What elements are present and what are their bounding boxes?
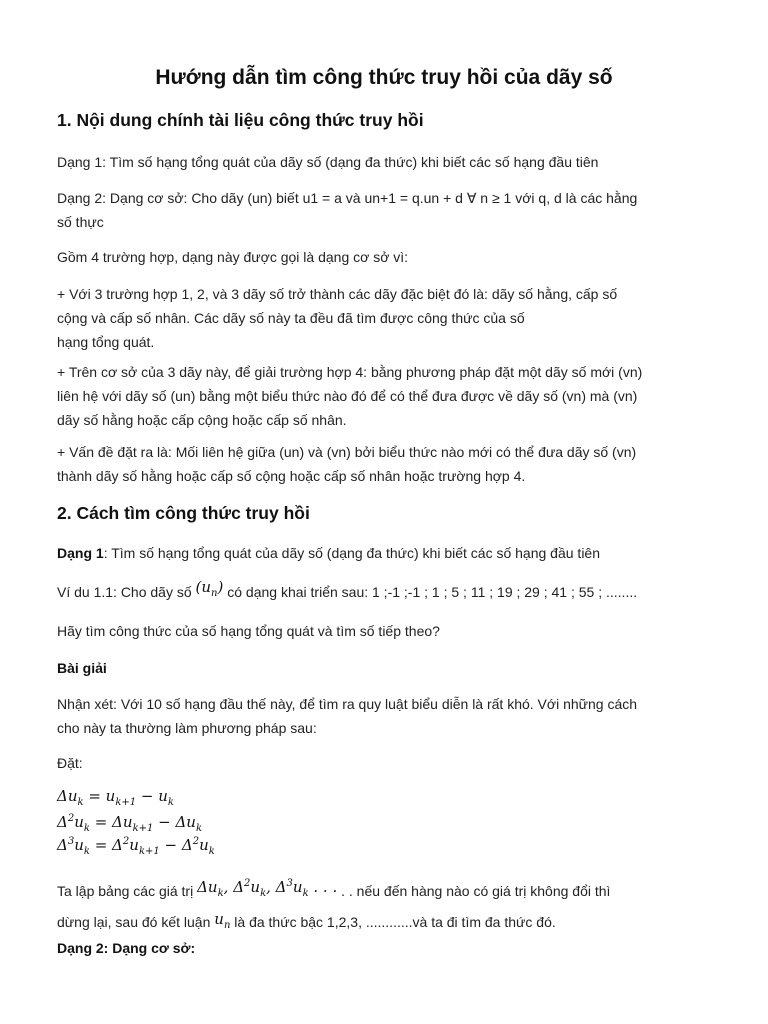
table-instruction <box>57 876 717 941</box>
paragraph-dang-2-line-2: số thực <box>57 214 104 230</box>
dang-2-heading <box>57 936 717 960</box>
equation-delta-3: $\Delta^3u_k = \Delta^2u_{k+1} - \Delta^2u_k$ <box>57 836 215 857</box>
paragraph-case-1-3 <box>57 282 717 354</box>
delta-values-formula: $\Delta u_k$, $\Delta^2u_k$, $\Delta^3u_k$ . . . <box>197 878 338 899</box>
table-suffix: . . nếu đến hàng nào có giá trị không đổi thì <box>341 883 611 899</box>
paragraph-case-1-3-line-2: cộng và cấp số nhân. Các dãy số này ta đều đã tìm được công thức của số <box>57 310 525 326</box>
question: Hãy tìm công thức của số hạng tổng quát và tìm số tiếp theo? <box>57 623 440 639</box>
example-suffix: có dạng khai triển sau: 1 ;-1 ;-1 ; 1 ; 5 ; 11 ; 19 ; 29 ; 41 ; 55 ; ........ <box>227 584 638 600</box>
dang-1-text: : Tìm số hạng tổng quát của dãy số (dạng đa thức) khi biết các số hạng đầu tiên <box>103 545 601 561</box>
un-symbol: $u_n$ <box>214 910 231 931</box>
example-1-1 <box>57 580 717 611</box>
paragraph-problem-line-1: + Vấn đề đặt ra là: Mối liên hệ giữa (un) và (vn) bởi biểu thức nào mới có thể đưa dãy số (vn) <box>57 444 637 460</box>
set-label: Đặt: <box>57 755 83 771</box>
paragraph-case-4-line-3: dãy số hằng hoặc cấp cộng hoặc cấp số nhân. <box>57 412 347 428</box>
paragraph-case-4 <box>57 360 717 432</box>
solution-label <box>57 656 717 680</box>
remark-line-2: cho này ta thường làm phương pháp sau: <box>57 720 317 736</box>
dang-2-label: Dạng 2: Dạng cơ sở: <box>57 940 196 956</box>
paragraph-dang-1-method <box>57 541 717 565</box>
dang-1-label: Dạng 1 <box>57 545 104 561</box>
paragraph-cases-intro: Gồm 4 trường hợp, dạng này được gọi là dạng cơ sở vì: <box>57 249 409 265</box>
paragraph-problem <box>57 440 717 488</box>
paragraph-case-4-line-1: + Trên cơ sở của 3 dãy này, để giải trường hợp 4: bằng phương pháp đặt một dãy số mới (vn) <box>57 364 643 380</box>
example-prefix: Ví du 1.1: Cho dãy số <box>57 584 192 600</box>
section-1-heading: 1. Nội dung chính tài liệu công thức truy hồi <box>57 110 424 130</box>
section-2-heading: 2. Cách tìm công thức truy hồi <box>57 503 310 523</box>
document-title: Hướng dẫn tìm công thức truy hồi của dãy số <box>155 66 613 89</box>
paragraph-dang-2 <box>57 186 717 234</box>
paragraph-dang-2-line-1: Dạng 2: Dạng cơ sở: Cho dãy (un) biết u1 = a và un+1 = q.un + d ∀ n ≥ 1 với q, d là các hằng <box>57 190 638 206</box>
table-prefix: Ta lập bảng các giá trị <box>57 883 194 899</box>
paragraph-case-1-3-line-1: + Với 3 trường hợp 1, 2, và 3 dãy số trở thành các dãy đặc biệt đó là: dãy số hằng, cấp số <box>57 286 618 302</box>
equation-delta-2: $\Delta^2u_k = \Delta u_{k+1} - \Delta u_k$ <box>57 813 203 834</box>
conclude-suffix: là đa thức bậc 1,2,3, ............và ta đi tìm đa thức đó. <box>234 914 556 930</box>
equation-delta-1: $\Delta u_k = u_{k+1} - u_k$ <box>57 787 174 808</box>
solution-label-text: Bài giải <box>57 660 107 676</box>
sequence-un-formula: $(u_n)$ <box>195 578 224 599</box>
remark <box>57 692 717 740</box>
paragraph-problem-line-2: thành dãy số hằng hoặc cấp số cộng hoặc cấp số nhân hoặc trường hợp 4. <box>57 468 526 484</box>
paragraph-case-1-3-line-3: hạng tổng quát. <box>57 334 155 350</box>
conclude-prefix: dừng lại, sau đó kết luận <box>57 914 211 930</box>
paragraph-dang-1: Dạng 1: Tìm số hạng tổng quát của dãy số (dạng đa thức) khi biết các số hạng đầu tiên <box>57 154 599 170</box>
paragraph-case-4-line-2: liên hệ với dãy số (un) bằng một biểu thức nào đó để có thể đưa được về dãy số (vn) mà (vn) <box>57 388 638 404</box>
remark-line-1: Nhận xét: Với 10 số hạng đầu thế này, để tìm ra quy luật biểu diễn là rất khó. Với những cách <box>57 696 638 712</box>
